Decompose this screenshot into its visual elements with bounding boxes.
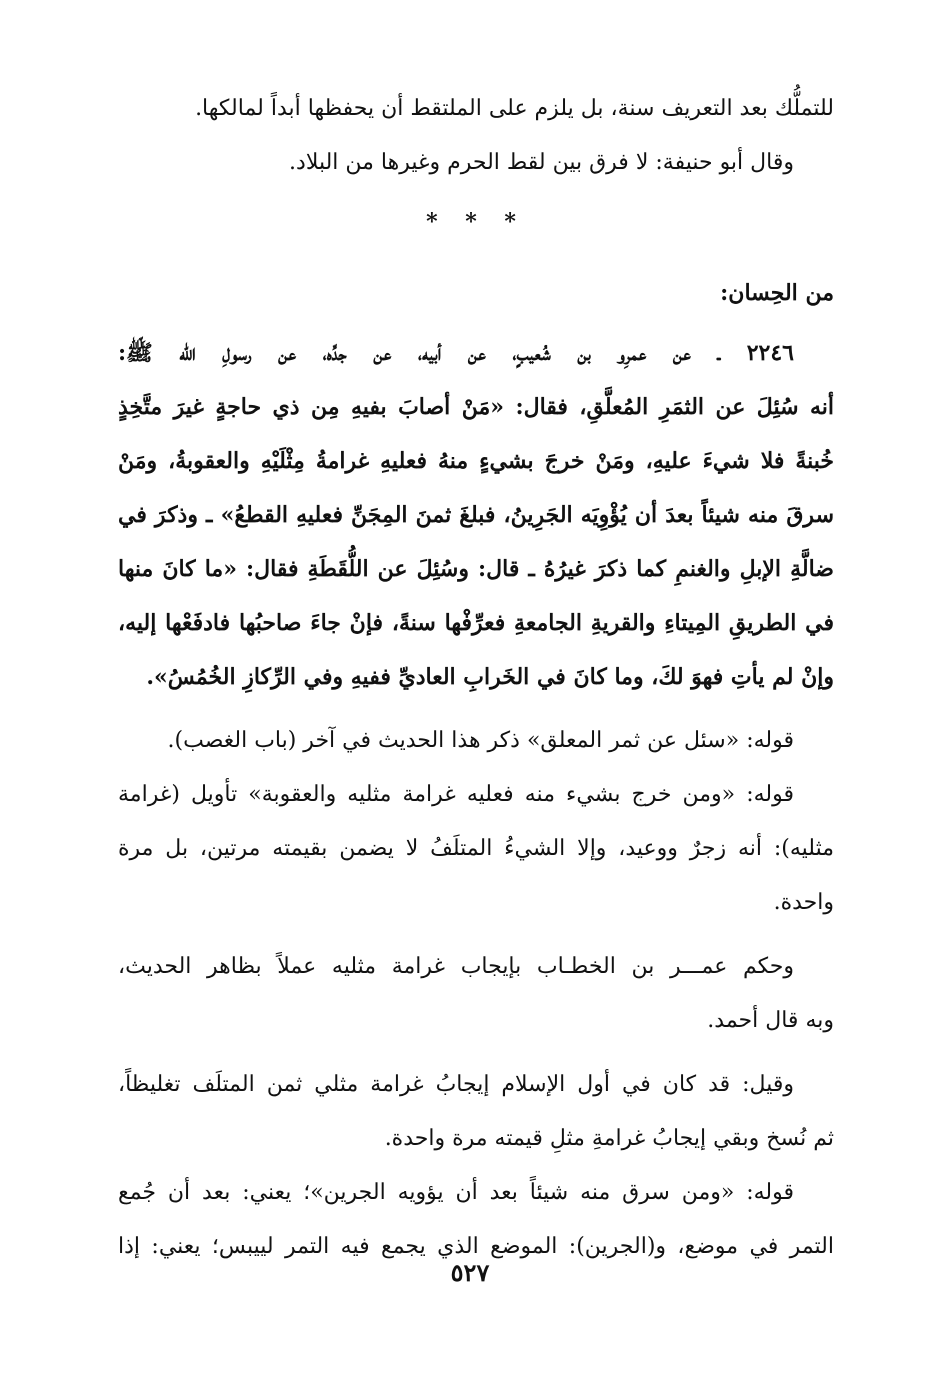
commentary-line: ثم نُسخ وبقي إيجابُ غرامةِ مثلِ قيمته مرة واحدة. xyxy=(384,1126,834,1151)
hadith-line: ٢٢٤٦ ـ عن عمرِو بن شُعيبٍ، عن أبيه، عن جدِّه، عن رسولِ الله ﷺ: xyxy=(118,340,794,366)
commentary-line: واحدة. xyxy=(773,890,834,915)
hadith-line: سرقَ منه شيئاً بعدَ أن يُؤْوِيَه الجَرِينُ، فبلغَ ثمنَ المِجَنِّ فعليهِ القطعُ» ـ وذكرَ في xyxy=(118,502,834,528)
commentary-line: قوله: «ومن خرج بشيء منه فعليه غرامة مثليه والعقوبة» تأويل (غرامة xyxy=(118,782,794,807)
commentary-paragraph xyxy=(118,768,834,930)
commentary-line: التمر في موضع، و(الجرين): الموضع الذي يجمع فيه التمر لييبس؛ يعني: إذا xyxy=(118,1234,834,1259)
hadith-line: ضالَّةِ الإبلِ والغنمِ كما ذكرَ غيرُهُ ـ قال: وسُئِلَ عن اللُّقَطَةِ فقال: «ما كانَ منها xyxy=(118,556,834,582)
commentary-line: قوله: «ومن سرق منه شيئاً بعد أن يؤويه الجرين»؛ يعني: بعد أن جُمع xyxy=(118,1180,794,1205)
section-heading: من الحِسان: xyxy=(720,280,834,306)
commentary-line: قوله: «سئل عن ثمر المعلق» ذكر هذا الحديث في آخر (باب الغصب). xyxy=(167,728,794,753)
commentary-line: مثليه): أنه زجرٌ ووعيد، وإلا الشيءُ المتلَفُ لا يضمن بقيمته مرتين، بل مرة xyxy=(118,836,834,861)
hadith-line: في الطريقِ المِيتاءِ والقريةِ الجامعةِ فعرِّفْها سنةً، فإنْ جاءَ صاحبُها فادفَعْها إليه، xyxy=(118,610,834,636)
commentary-line: وقيل: قد كان في أول الإسلام إيجابُ غرامة مثلي ثمن المتلَف تغليظاً، xyxy=(118,1072,794,1097)
text-line: للتملُّك بعد التعريف سنة، بل يلزم على الملتقط أن يحفظها أبداً لمالكها. xyxy=(195,96,834,121)
page-number: ٥٢٧ xyxy=(450,1258,490,1287)
commentary-paragraph xyxy=(118,940,834,1048)
section-separator: * * * xyxy=(426,209,526,235)
hadith-block xyxy=(118,326,834,704)
hadith-line: أنه سُئِلَ عن الثمَرِ المُعلَّقِ، فقال: «مَنْ أصابَ بفيهِ مِن ذي حاجةٍ غيرَ متَّخِذٍ xyxy=(118,394,834,420)
hadith-line: وإنْ لم يأتِ فهوَ لكَ، وما كانَ في الخَرابِ العاديِّ ففيهِ وفي الرِّكازِ الخُمُسُ». xyxy=(146,664,834,690)
text-line: وقال أبو حنيفة: لا فرق بين لقط الحرم وغيرها من البلاد. xyxy=(289,150,794,175)
commentary-paragraph xyxy=(118,714,834,768)
commentary-line: وبه قال أحمد. xyxy=(707,1008,834,1033)
hadith-line: خُبنةً فلا شيءَ عليهِ، ومَنْ خرجَ بشيءٍ منهُ فعليهِ غرامةُ مِثْلَيْهِ والعقوبةُ، ومَنْ xyxy=(118,448,834,474)
commentary-paragraph xyxy=(118,1058,834,1166)
book-page xyxy=(118,82,834,1274)
commentary-line: وحكم عمـــر بن الخطـاب بإيجاب غرامة مثليه عملاً بظاهر الحديث، xyxy=(118,954,794,979)
